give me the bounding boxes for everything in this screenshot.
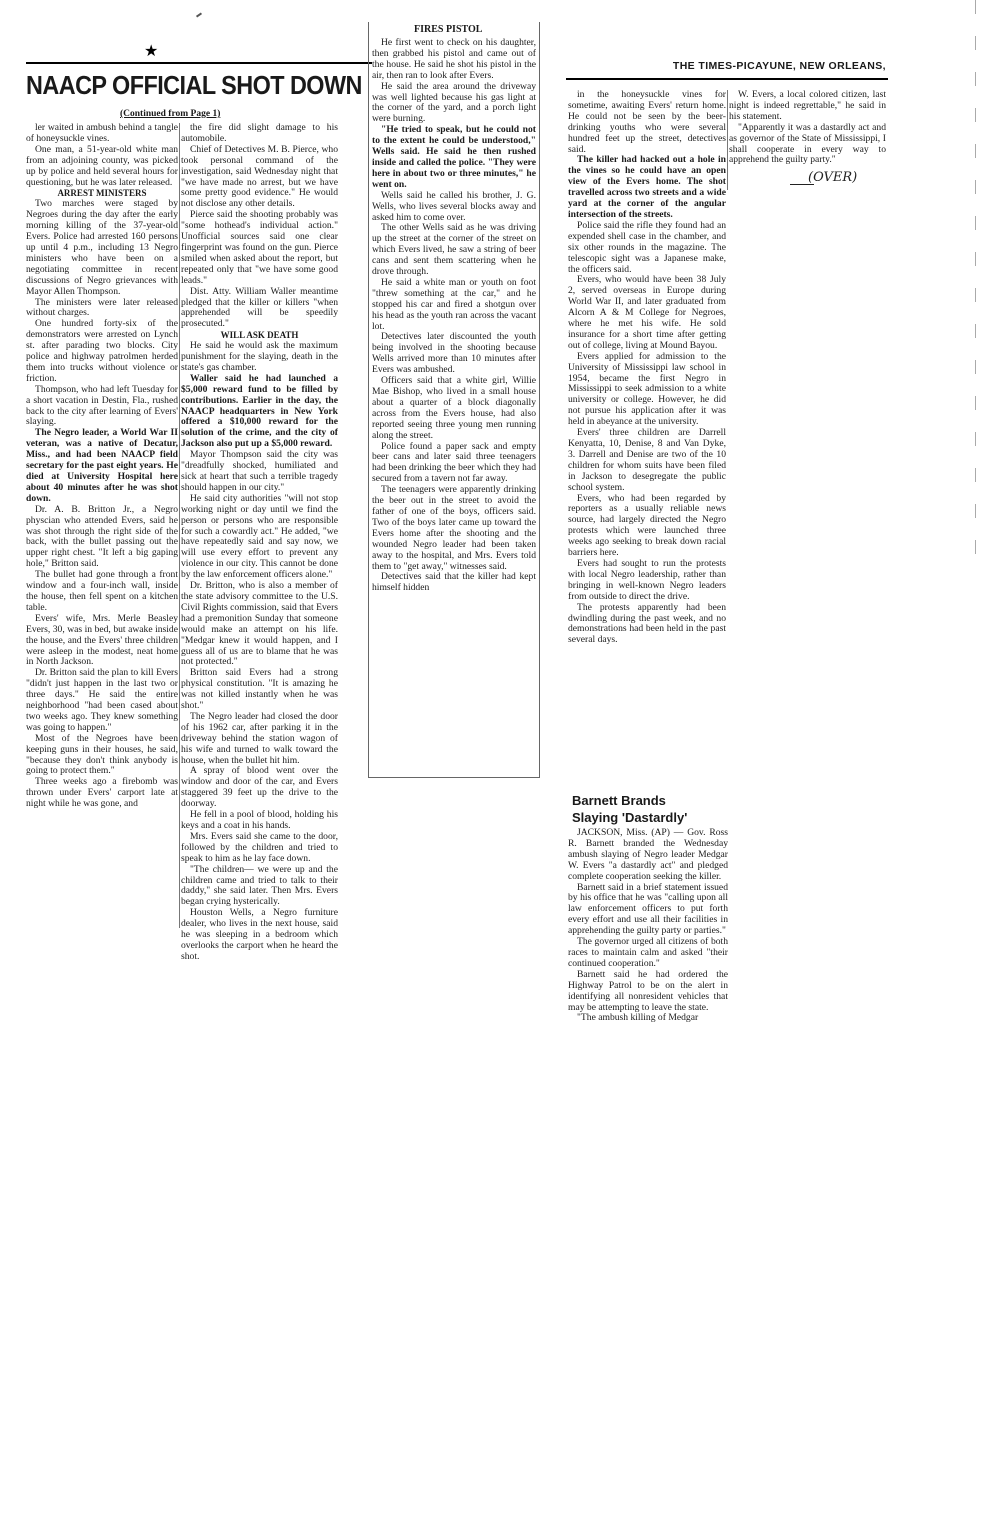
article-column-2 [181, 123, 338, 1213]
paragraph: He first went to check on his daughter, then grabbed his pistol and came out of the house. He said he shot his pistol in the air, then ran to look after Evers. [372, 38, 536, 81]
paragraph: He said he would ask the maximum punishment for the slaying, death in the state's gas chamber. [181, 340, 338, 373]
paragraph: He said city authorities "will not stop working night or day until we find the person or persons who are responsible for such a cowardly act." He added, "we have repeatedly said and say now, we will use every effort to prevent any violence in our city. This cannot be done by the law enforcement officers alone." [181, 492, 338, 581]
article-column-6 [568, 828, 728, 1110]
paragraph: Chief of Detectives M. B. Pierce, who took personal command of the investigation, said Wednesday night that "we have made no arrest, but we have some pretty good evidence." He would not disclose any other details. [181, 143, 338, 210]
paragraph: A spray of blood went over the window and door of the car, and Evers staggered 39 feet up the drive to the doorway. [181, 765, 338, 810]
paragraph: Officers said that a white girl, Willie Mae Bishop, who lived in a small house about a quarter of a block diagonally across from the Evers house, had also reported seeing three young men running along the street. [372, 375, 536, 441]
paragraph: Dr. Britton said the plan to kill Evers "didn't just happen in the last two or three days." He said the entire neighborhood "had been cased about two weeks ago. They knew something was going to happen." [26, 667, 178, 733]
paragraph: The Negro leader had closed the door of his 1962 car, after parking it in the driveway behind the station wagon of his wife and turned to walk toward the house, when the bullet hit him. [181, 710, 338, 766]
paragraph: Dr. A. B. Britton Jr., a Negro physcian who attended Evers, said he was shot through the right side of the back, with the bullet passing out the upper right chest. "It left a big gaping hole," Britton said. [26, 503, 178, 570]
masthead: THE TIMES-PICAYUNE, NEW ORLEANS, [672, 60, 886, 72]
paragraph-bold: The Negro leader, a World War II veteran, was a native of Decatur, Miss., and had been NAACP field secretary for the past eight years. He died at University Hospital here about 40 minutes after he was shot down. [26, 427, 178, 504]
paragraph: "The children— we were up and the children came and tried to talk to their daddy," she said later. Then Mrs. Evers began crying hysterically. [181, 863, 338, 908]
article-column-4 [568, 90, 726, 786]
paragraph: Barnett said he had ordered the Highway Patrol to be on the alert in identifying all nonresident vehicles that may be attempting to leave the state. [568, 968, 728, 1013]
paragraph-bold: The killer had hacked out a hole in the vines so he could have an open view of the Evers home. The shot travelled across two streets and a wide yard at the corner of the angular intersection of the streets. [568, 154, 726, 220]
paragraph: Thompson, who had left Tuesday for a short vacation in Destin, Fla., rushed back to the city after learning of Evers' slaying. [26, 383, 178, 428]
paragraph: The ministers were later released without charges. [26, 296, 178, 319]
paragraph: the fire did slight damage to his automobile. [181, 123, 338, 144]
paragraph: The bullet had gone through a front window and a four-inch wall, inside the house, then fell spent on a kitchen table. [26, 569, 178, 613]
paragraph: Two marches were staged by Negroes during the day after the early morning killing of the 37-year-old Evers. Police had arrested 160 persons up until 4 p.m., including 13 Negro ministers who have been on a negotiating committee in recent discussions of Negro grievances with Mayor Allen Thompson. [26, 198, 178, 297]
paragraph: Evers had sought to run the protests with local Negro leadership, rather than bringing in well-known Negro leaders from outside to direct the drive. [568, 557, 726, 602]
masthead-rule [566, 78, 888, 80]
column-rule [727, 90, 728, 190]
pen-mark [196, 12, 202, 17]
paragraph: The other Wells said as he was driving up the street at the corner of the street on which Evers lived, he saw a string of beer cans and sent them scattering when he drove through. [372, 222, 536, 278]
paragraph: He said a white man or youth on foot "threw something at the car," and he stopped his car and fired a shotgun over his head as the youth ran across the vacant lot. [372, 276, 536, 332]
paragraph: ler waited in ambush behind a tangle of honeysuckle vines. [26, 123, 178, 144]
sub-headline-line-1: Barnett Brands [572, 793, 666, 808]
article-column-1 [26, 123, 178, 928]
paragraph: Dr. Britton, who is also a member of the state advisory committee to the U.S. Civil Rights commission, said that Evers had a premonition Sunday that someone would make an attempt on his life. "Medgar knew it would happen, and I guess all of us are to blame that he was not protected." [181, 580, 338, 668]
paragraph: The governor urged all citizens of both races to maintain calm and asked "their continued cooperation." [568, 936, 728, 969]
paragraph: Barnett said in a brief statement issued by his office that he was "calling upon all law enforcement officers to put forth every effort and use all their facilities in apprehending the guilty party or parties." [568, 881, 728, 937]
paragraph: "Apparently it was a dastardly act and as governor of the State of Mississippi, I shall cooperate in every way to apprehend the guilty party." [729, 121, 886, 166]
paragraph: Britton said Evers had a strong physical constitution. "It is amazing he was not killed instantly when he was shot." [181, 667, 338, 712]
paragraph: One man, a 51-year-old white man from an adjoining county, was picked up by police and held several hours for questioning, but he was later released. [26, 143, 178, 188]
paragraph-bold: Waller said he had launched a $5,000 reward fund to be filled by contributions. Earlier in the day, the NAACP headquarters in New York offered a $10,000 reward for the solution of the crime, and the city of Jackson also put up a $5,000 reward. [181, 372, 338, 450]
paragraph: "The ambush killing of Medgar [577, 1012, 699, 1024]
paragraph-bold: "He tried to speak, but he could not to the extent he could be understood," Wells said. He said he then rushed inside and called the police. "They were here in about two or three minutes," he went on. [372, 124, 536, 190]
paragraph: The protests apparently had been dwindling during the past week, and no demonstrations had been held in the past several days. [568, 601, 726, 646]
paragraph: Detectives said that the killer had kept himself hidden [372, 571, 536, 594]
paragraph: Evers, who had been regarded by reporters as a usually reliable news source, had largely directed the Negro protests which were launched three weeks ago seeking to break down racial barriers here. [568, 492, 726, 559]
over-note: (OVER) [808, 170, 858, 185]
paragraph: W. Evers, a local colored citizen, last night is indeed regrettable," he said in his statement. [729, 90, 886, 122]
paragraph: Evers, who would have been 38 July 2, served overseas in Europe during World War II, and later graduated from Alcorn A & M College for Negroes, where he met his wife. He sold insurance for a short time after getting out of college, living at Mound Bayou. [568, 274, 726, 351]
paragraph: Evers' wife, Mrs. Merle Beasley Evers, 30, was in bed, but awake inside the house, and the Evers' three children were asleep in the modest, neat home in North Jackson. [26, 612, 178, 668]
paragraph: Mayor Thompson said the city was "dreadfully shocked, humiliated and sick at heart that such a terrible tragedy should happen in our city." [181, 449, 338, 493]
star-icon: ★ [144, 43, 159, 60]
paragraph: Houston Wells, a Negro furniture dealer, who lives in the next house, said he was sleeping in a bedroom which overlooks the carport when he heard the shot. [181, 907, 338, 962]
paragraph: Police said the rifle they found had an expended shell case in the chamber, and six other rounds in the magazine. The telescopic sight was a Japanese make, the officers said. [568, 219, 726, 275]
paragraph: Evers applied for admission to the University of Mississippi law school in 1954, became the first Negro in Mississippi to seek admission to a white university or college. However, he did not pursue his application after it was held in abeyance at the university. [568, 350, 726, 428]
paragraph: Dist. Atty. William Waller meantime pledged that the killer or killers "when apprehended will be speedily prosecuted." [181, 285, 338, 330]
article-column-3 [372, 38, 536, 778]
paragraph: The teenagers were apparently drinking the beer out in the street to avoid the father of one of the boys, officers said. Two of the boys later came up toward the Evers home after the shooting and the wounded Negro leader had been taken away to the hospital, and Mrs. Evers told them to "get away," witnesses said. [372, 484, 536, 572]
margin-marks [975, 0, 981, 600]
paragraph: Wells said he called his brother, J. G. Wells, who lives several blocks away and asked him to come over. [372, 189, 536, 223]
paragraph: Pierce said the shooting probably was "some hothead's individual action." Unofficial sources said one clear fingerprint was found on the gun. Pierce smiled when asked about the report, but repeated only that "we have some good leads." [181, 209, 338, 286]
continued-line: (Continued from Page 1) [120, 109, 221, 119]
subhead-will-ask-death: WILL ASK DEATH [220, 330, 299, 341]
subhead-fires-pistol: FIRES PISTOL [414, 24, 483, 35]
sub-headline [572, 792, 732, 826]
paragraph: Three weeks ago a firebomb was thrown under Evers' carport late at night while he was gone, and [26, 776, 178, 810]
column-rule [179, 123, 180, 928]
paragraph: He said the area around the driveway was well lighted because his gas light at the corner of the yard, and a porch light were burning. [372, 80, 536, 125]
paragraph: Evers' three children are Darrell Kenyatta, 10, Denise, 8 and Van Dyke, 3. Darrell and Denise are two of the 10 children for whom suits have been filed in Jackson to desegregate the public school system. [568, 427, 726, 493]
paragraph: in the honeysuckle vines for sometime, awaiting Evers' return home. He could not be seen by the beer-drinking youths who were several hundred feet up the street, detectives said. [568, 90, 726, 155]
paragraph: He fell in a pool of blood, holding his keys and a coat in his hands. [181, 809, 338, 831]
paragraph: Mrs. Evers said she came to the door, followed by the children and tried to speak to him as he lay face down. [181, 830, 338, 864]
paragraph: Police found a paper sack and empty beer cans and later said three teenagers had been drinking the beer which they had secured from a tavern not far away. [372, 440, 536, 485]
paragraph: JACKSON, Miss. (AP) — Gov. Ross R. Barnett branded the Wednesday ambush slaying of Negro leader Medgar W. Evers "a dastardly act" and pledged complete cooperation seeking the killer. [568, 828, 728, 882]
paragraph: Most of the Negroes have been keeping guns in their houses, he said, "because they don't think anybody is going to protect them." [26, 732, 178, 777]
paragraph: Detectives later discounted the youth being involved in the shooting because Wells arrived more than 10 minutes after Evers was ambushed. [372, 331, 536, 376]
paragraph: One hundred forty-six of the demonstrators were arrested on Lynch st. after parading two blocks. City police and highway patrolmen herded them into trucks without violence or friction. [26, 318, 178, 384]
headline-rule [26, 62, 372, 64]
subhead-arrest-ministers: ARREST MINISTERS [57, 188, 147, 199]
sub-headline-line-2: Slaying 'Dastardly' [572, 810, 688, 825]
headline: NAACP OFFICIAL SHOT DOWN [26, 70, 362, 100]
